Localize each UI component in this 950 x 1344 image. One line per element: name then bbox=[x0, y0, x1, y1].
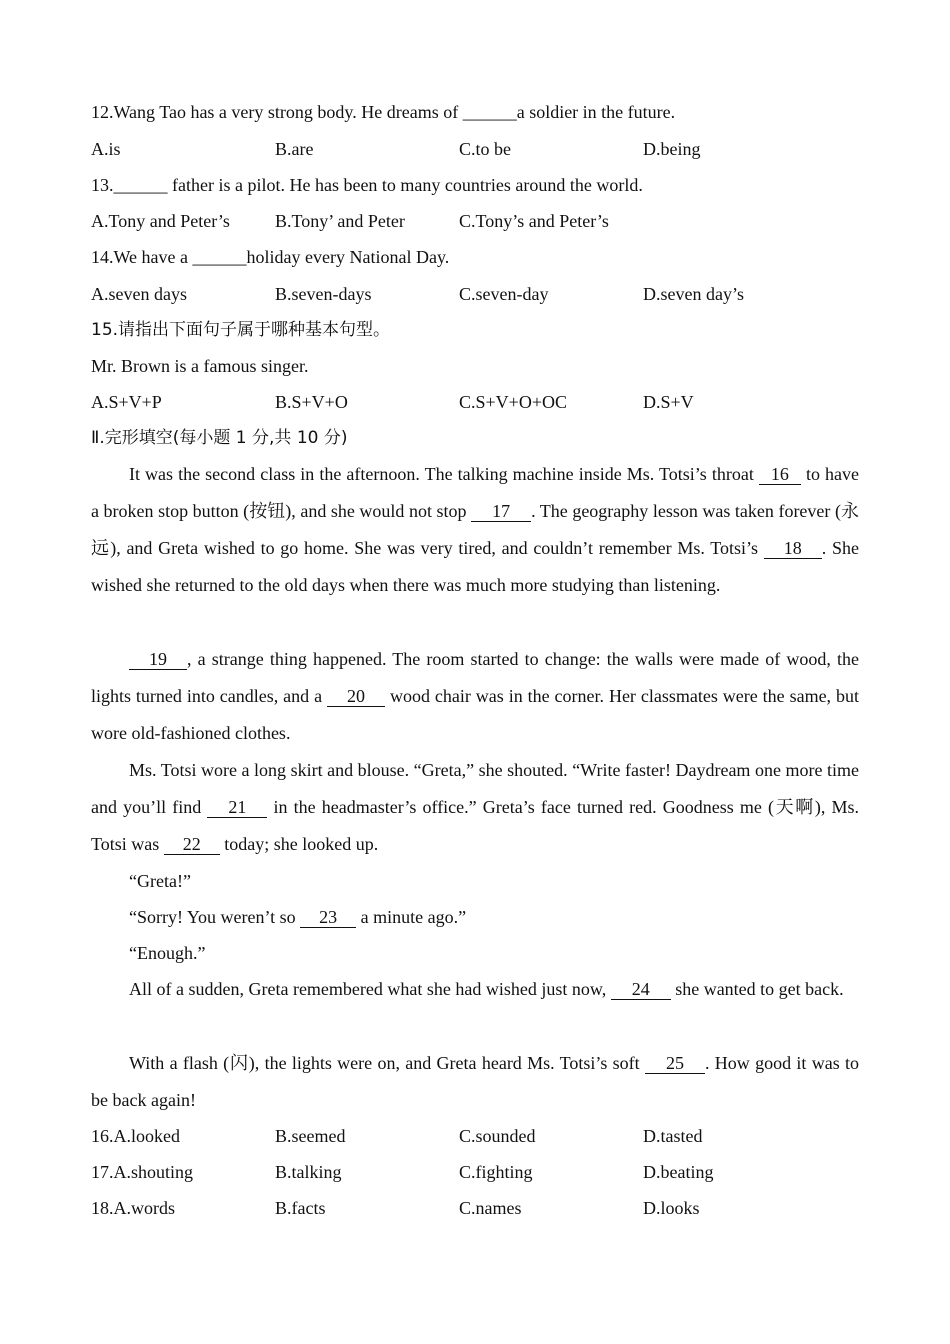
cloze-options-18 bbox=[91, 1196, 861, 1220]
option-a: 18.A.words bbox=[91, 1198, 175, 1218]
option-d: D.tasted bbox=[643, 1126, 703, 1146]
question-15-sentence: Mr. Brown is a famous singer. bbox=[91, 356, 309, 376]
option-a: A.seven days bbox=[91, 284, 187, 304]
cloze-paragraph-8: With a flash (闪), the lights were on, and Greta heard Ms. Totsi’s soft 25 . How good it was to be back again! bbox=[91, 1053, 860, 1110]
option-c: C.fighting bbox=[459, 1162, 533, 1182]
blank-20: 20 bbox=[327, 686, 385, 707]
blank-18: 18 bbox=[764, 538, 822, 559]
option-d: D.seven day’s bbox=[643, 284, 744, 304]
cloze-options-17 bbox=[91, 1160, 861, 1184]
cloze-paragraph-2: 19 , a strange thing happened. The room started to change: the walls were made of wood, the lights turned into candles, and a 20 wood chair was in the corner. Her classmates were the same, but wore old-fashioned clothes. bbox=[91, 649, 859, 743]
blank-24: 24 bbox=[611, 979, 671, 1000]
cloze-options-16 bbox=[91, 1124, 861, 1148]
option-b: B.seven-days bbox=[275, 284, 372, 304]
blank-25: 25 bbox=[645, 1053, 705, 1074]
option-a: A.is bbox=[91, 139, 121, 159]
blank-21: 21 bbox=[207, 797, 267, 818]
blank-16: 16 bbox=[759, 464, 801, 485]
question-14: 14.We have a ______holiday every National Day. bbox=[91, 247, 450, 267]
option-b: B.facts bbox=[275, 1198, 326, 1218]
cloze-paragraph-7: All of a sudden, Greta remembered what she had wished just now, 24 she wanted to get back. bbox=[129, 979, 844, 999]
question-13-options bbox=[91, 209, 861, 233]
option-b: B.seemed bbox=[275, 1126, 346, 1146]
blank-19: 19 bbox=[129, 649, 187, 670]
section-heading: Ⅱ.完形填空(每小题 1 分,共 10 分) bbox=[91, 428, 348, 448]
option-d: D.S+V bbox=[643, 392, 694, 412]
option-b: B.are bbox=[275, 139, 314, 159]
cloze-paragraph-5: “Sorry! You weren’t so 23 a minute ago.” bbox=[129, 907, 467, 927]
cloze-paragraph-4: “Greta!” bbox=[129, 871, 191, 891]
cloze-paragraph-3: Ms. Totsi wore a long skirt and blouse. “Greta,” she shouted. “Write faster! Daydream one more time and you’ll find 21 in the headmaster’s office.” Greta’s face turned red. Goodness me (天啊), Ms. Totsi was 22 today; she looked up. bbox=[91, 760, 859, 854]
option-b: B.Tony’ and Peter bbox=[275, 211, 405, 231]
cloze-paragraph-1: It was the second class in the afternoon. The talking machine inside Ms. Totsi’s throat 16 to have a broken stop button (按钮), and she would not stop 17 . The geography lesson was taken forever (永远), and Greta wished to go home. She was very tired, and couldn’t remember Ms. Totsi’s 18 . She wished she returned to the old days when there was much more studying than listening. bbox=[91, 464, 860, 595]
option-c: C.seven-day bbox=[459, 284, 549, 304]
cloze-paragraph-6: “Enough.” bbox=[129, 943, 206, 963]
option-c: C.sounded bbox=[459, 1126, 536, 1146]
option-a: A.Tony and Peter’s bbox=[91, 211, 230, 231]
question-15-options bbox=[91, 390, 861, 414]
option-a: A.S+V+P bbox=[91, 392, 162, 412]
option-d: D.being bbox=[643, 139, 701, 159]
option-c: C.to be bbox=[459, 139, 511, 159]
question-12-options bbox=[91, 137, 861, 161]
question-14-options bbox=[91, 282, 861, 306]
option-d: D.beating bbox=[643, 1162, 714, 1182]
option-a: 16.A.looked bbox=[91, 1126, 180, 1146]
option-c: C.Tony’s and Peter’s bbox=[459, 211, 609, 231]
question-13: 13.______ father is a pilot. He has been to many countries around the world. bbox=[91, 175, 643, 195]
blank-23: 23 bbox=[300, 907, 356, 928]
blank-17: 17 bbox=[471, 501, 531, 522]
option-c: C.names bbox=[459, 1198, 522, 1218]
question-12: 12.Wang Tao has a very strong body. He dreams of ______a soldier in the future. bbox=[91, 102, 676, 122]
option-b: B.S+V+O bbox=[275, 392, 348, 412]
question-15: 15.请指出下面句子属于哪种基本句型。 bbox=[91, 320, 391, 340]
option-d: D.looks bbox=[643, 1198, 700, 1218]
option-c: C.S+V+O+OC bbox=[459, 392, 567, 412]
option-a: 17.A.shouting bbox=[91, 1162, 194, 1182]
blank-22: 22 bbox=[164, 834, 220, 855]
option-b: B.talking bbox=[275, 1162, 342, 1182]
